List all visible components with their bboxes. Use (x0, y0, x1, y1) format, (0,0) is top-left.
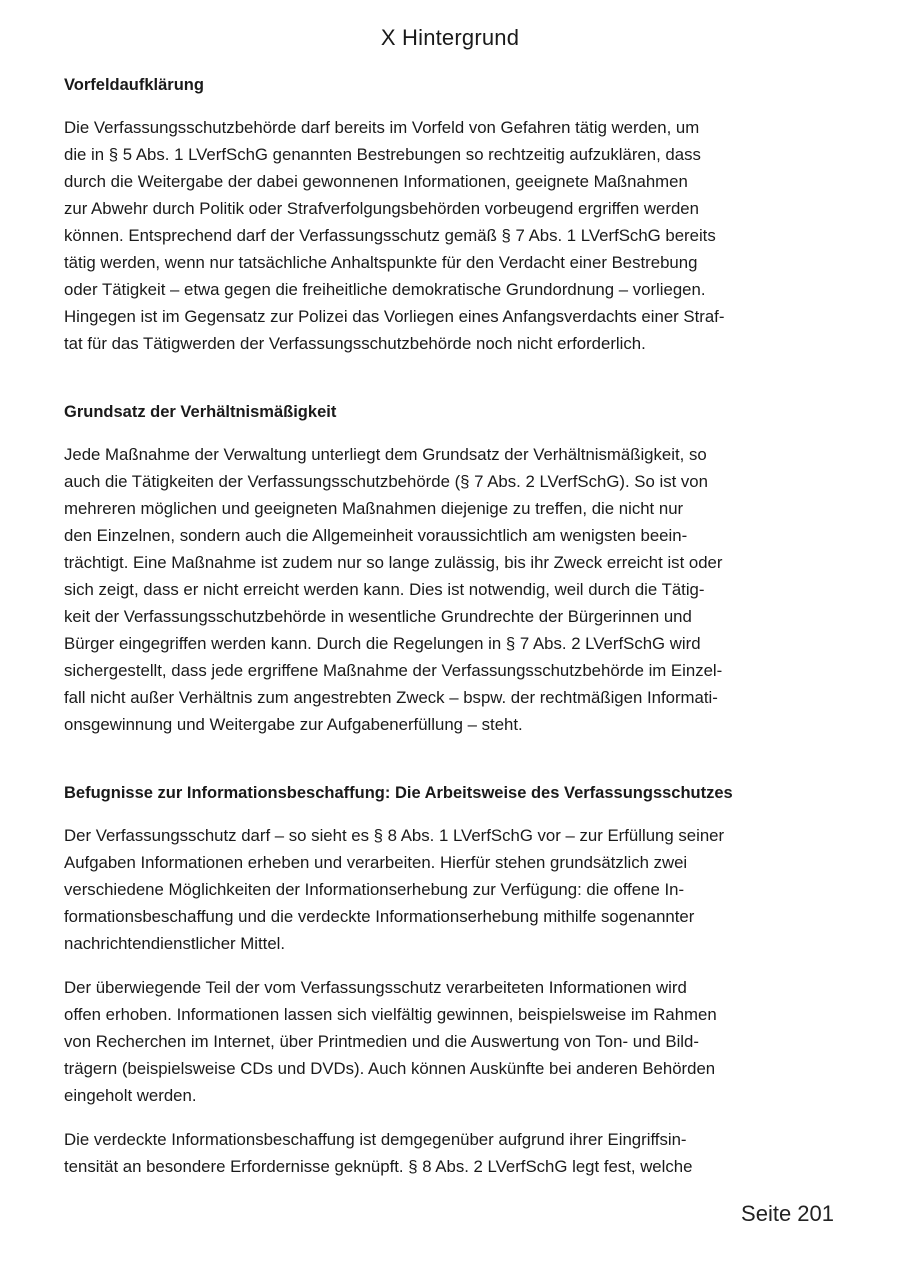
section-heading: Befugnisse zur Informationsbeschaffung: Die Arbeitsweise des Verfassungsschutzes (64, 784, 733, 802)
text-line: verschiedene Möglichkeiten der Informationserhebung zur Verfügung: die offene In- (64, 880, 685, 899)
text-line: formationsbeschaffung und die verdeckte Informationserhebung mithilfe sogenannter (64, 907, 695, 926)
text-line: trägern (beispielsweise CDs und DVDs). Auch können Auskünfte bei anderen Behörden (64, 1059, 716, 1078)
text-line: keit der Verfassungsschutzbehörde in wesentliche Grundrechte der Bürgerinnen und (64, 607, 692, 626)
page-number: Seite 201 (741, 1201, 834, 1226)
text-line: fall nicht außer Verhältnis zum angestrebten Zweck – bspw. der rechtmäßigen Informati- (64, 688, 718, 707)
section-heading: Vorfeldaufklärung (64, 76, 204, 94)
text-line: nachrichtendienstlicher Mittel. (64, 934, 286, 953)
text-line: trächtigt. Eine Maßnahme ist zudem nur so lange zulässig, bis ihr Zweck erreicht ist oder (64, 553, 723, 572)
text-line: können. Entsprechend darf der Verfassungsschutz gemäß § 7 Abs. 1 LVerfSchG bereits (64, 226, 716, 245)
text-line: durch die Weitergabe der dabei gewonnenen Informationen, geeignete Maßnahmen (64, 172, 688, 191)
text-line: die in § 5 Abs. 1 LVerfSchG genannten Bestrebungen so rechtzeitig aufzuklären, dass (64, 145, 701, 164)
text-line: sichergestellt, dass jede ergriffene Maßnahme der Verfassungsschutzbehörde im Einzel- (64, 661, 723, 680)
text-line: mehreren möglichen und geeigneten Maßnahmen diejenige zu treffen, die nicht nur (64, 499, 684, 518)
text-line: tat für das Tätigwerden der Verfassungsschutzbehörde noch nicht erforderlich. (64, 334, 646, 353)
page-content (64, 72, 794, 1222)
text-line: eingeholt werden. (64, 1086, 197, 1105)
paragraph (64, 441, 794, 738)
text-line: Der überwiegende Teil der vom Verfassungsschutz verarbeiteten Informationen wird (64, 978, 687, 997)
text-line: tensität an besondere Erfordernisse geknüpft. § 8 Abs. 2 LVerfSchG legt fest, welche (64, 1157, 693, 1176)
text-line: von Recherchen im Internet, über Printmedien und die Auswertung von Ton- und Bild- (64, 1032, 699, 1051)
text-line: sich zeigt, dass er nicht erreicht werden kann. Dies ist notwendig, weil durch die Tätig- (64, 580, 705, 599)
section-verhaeltnismaessigkeit (64, 399, 794, 738)
page-title: X Hintergrund (380, 25, 520, 50)
section-befugnisse (64, 780, 794, 1180)
section-vorfeldaufklaerung (64, 72, 794, 357)
text-line: Jede Maßnahme der Verwaltung unterliegt dem Grundsatz der Verhältnismäßigkeit, so (64, 445, 707, 464)
text-line: den Einzelnen, sondern auch die Allgemeinheit voraussichtlich am wenigsten beein- (64, 526, 688, 545)
paragraph (64, 822, 794, 957)
text-line: oder Tätigkeit – etwa gegen die freiheitliche demokratische Grundordnung – vorliegen. (64, 280, 706, 299)
paragraph (64, 114, 794, 357)
text-line: Die verdeckte Informationsbeschaffung ist demgegenüber aufgrund ihrer Eingriffsin- (64, 1130, 687, 1149)
text-line: Aufgaben Informationen erheben und verarbeiten. Hierfür stehen grundsätzlich zwei (64, 853, 688, 872)
section-heading: Grundsatz der Verhältnismäßigkeit (64, 403, 337, 421)
text-line: tätig werden, wenn nur tatsächliche Anhaltspunkte für den Verdacht einer Bestrebung (64, 253, 698, 272)
text-line: Die Verfassungsschutzbehörde darf bereits im Vorfeld von Gefahren tätig werden, um (64, 118, 700, 137)
text-line: offen erhoben. Informationen lassen sich vielfältig gewinnen, beispielsweise im Rahmen (64, 1005, 717, 1024)
paragraph (64, 974, 794, 1109)
paragraph (64, 1126, 794, 1180)
text-line: zur Abwehr durch Politik oder Strafverfolgungsbehörden vorbeugend ergriffen werden (64, 199, 699, 218)
text-line: Bürger eingegriffen werden kann. Durch die Regelungen in § 7 Abs. 2 LVerfSchG wird (64, 634, 701, 653)
text-line: Der Verfassungsschutz darf – so sieht es § 8 Abs. 1 LVerfSchG vor – zur Erfüllung seiner (64, 826, 725, 845)
text-line: Hingegen ist im Gegensatz zur Polizei das Vorliegen eines Anfangsverdachts einer Straf- (64, 307, 725, 326)
text-line: onsgewinnung und Weitergabe zur Aufgabenerfüllung – steht. (64, 715, 523, 734)
text-line: auch die Tätigkeiten der Verfassungsschutzbehörde (§ 7 Abs. 2 LVerfSchG). So ist von (64, 472, 708, 491)
